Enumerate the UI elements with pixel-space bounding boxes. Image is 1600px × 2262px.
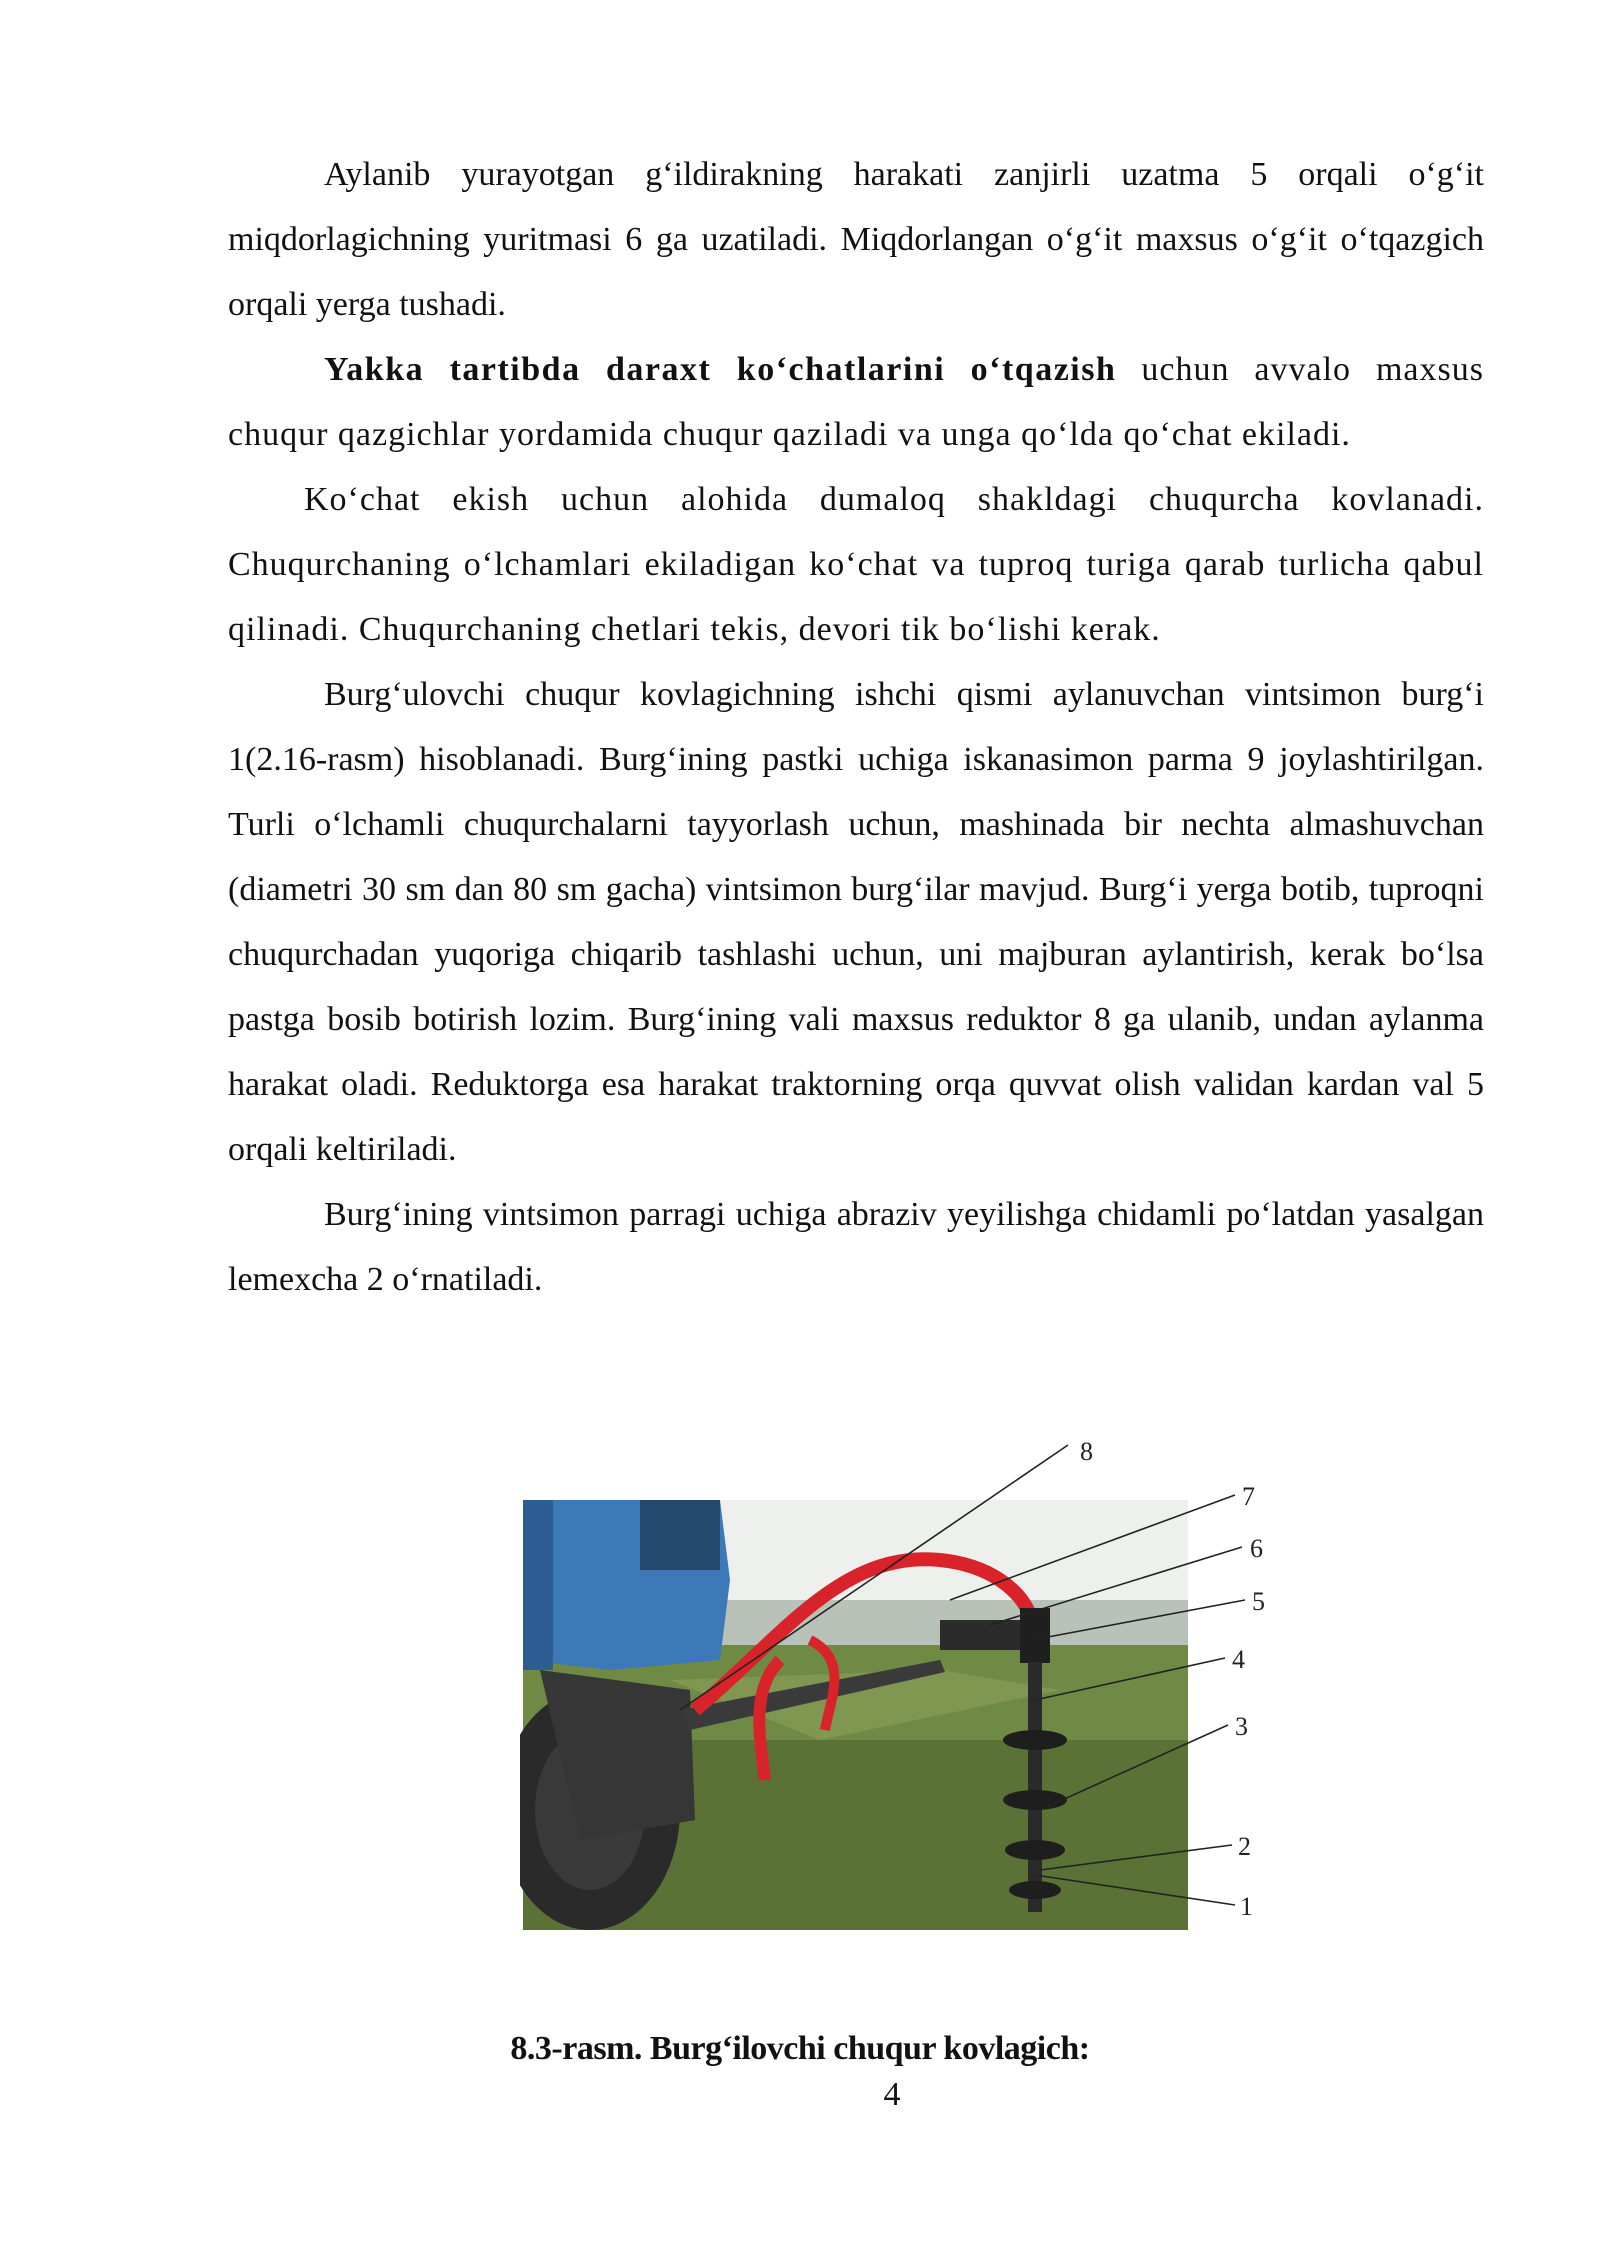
paragraph-individual-planting (228, 337, 1484, 467)
callout-8: 8 (1080, 1440, 1093, 1466)
paragraph-blade: Burg‘ining vintsimon parragi uchiga abraziv yeyilishga chidamli po‘latdan yasalgan lemexcha 2 o‘rnatiladi. (228, 1196, 1484, 1298)
callout-4: 4 (1232, 1645, 1245, 1674)
paragraph-rest: uchun avvalo maxsus chuqur qazgichlar yordamida chuqur qaziladi va unga qo‘lda qo‘chat ekiladi. (228, 351, 1484, 453)
paragraph-fertilizer: Aylanib yurayotgan g‘ildirakning harakati zanjirli uzatma 5 orqali o‘g‘it miqdorlagichning yuritmasi 6 ga uzatiladi. Miqdorlangan o‘g‘it maxsus o‘g‘it o‘tqazgich orqali yerga tushadi. (228, 156, 1484, 323)
auger-photo (520, 1500, 1188, 1930)
callout-2: 2 (1238, 1832, 1251, 1861)
page-number: 4 (883, 2076, 901, 2113)
callout-1: 1 (1240, 1892, 1253, 1921)
paragraph-heading-bold: Yakka tartibda daraxt ko‘chatlarini o‘tqazish (324, 351, 1117, 388)
callout-3: 3 (1235, 1712, 1248, 1741)
callout-5: 5 (1252, 1587, 1265, 1616)
figure-caption: 8.3-rasm. Burg‘ilovchi chuqur kovlagich: (510, 2030, 1090, 2067)
body-text (228, 142, 1484, 1312)
callout-7: 7 (1242, 1482, 1255, 1511)
callout-6: 6 (1250, 1534, 1263, 1563)
paragraph-pit-digging: Ko‘chat ekish uchun alohida dumaloq shakldagi chuqurcha kovlanadi. Chuqurchaning o‘lchamlari ekiladigan ko‘chat va tuproq turiga qarab turlicha qabul qilinadi. Chuqurchaning chetlari tekis, devori tik bo‘lishi kerak. (228, 481, 1484, 648)
auger-figure (520, 1440, 1320, 1960)
paragraph-auger-description: Burg‘ulovchi chuqur kovlagichning ishchi qismi aylanuvchan vintsimon burg‘i 1(2.16-rasm) hisoblanadi. Burg‘ining pastki uchiga iskanasimon parma 9 joylashtirilgan. Turli o‘lchamli chuqurchalarni tayyorlash uchun, mashinada bir nechta almashuvchan (diametri 30 sm dan 80 sm gacha) vintsimon burg‘ilar mavjud. Burg‘i yerga botib, tuproqni chuqurchadan yuqoriga chiqarib tashlashi uchun, uni majburan aylantirish, kerak bo‘lsa pastga bosib botirish lozim. Burg‘ining vali maxsus reduktor 8 ga ulanib, undan aylanma harakat oladi. Reduktorga esa harakat traktorning orqa quvvat olish validan kardan val 5 orqali keltiriladi. (228, 676, 1484, 1168)
